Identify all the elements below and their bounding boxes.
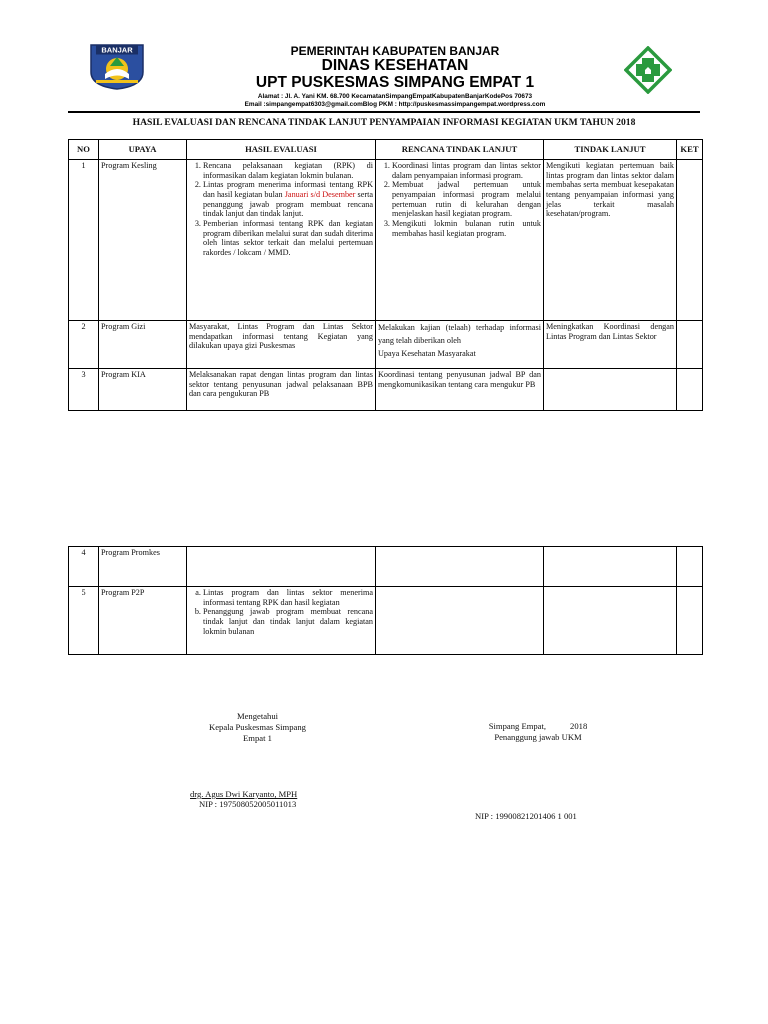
row-ket <box>677 547 703 587</box>
unit-name: UPT PUSKESMAS SIMPANG EMPAT 1 <box>255 74 535 91</box>
list-item: a. Lintas program dan lintas sektor menerima informasi tentang RPK dan hasil kegiatan <box>203 588 373 607</box>
row-hasil-evaluasi <box>187 547 376 587</box>
list-item: 3. Mengikuti lokmin bulanan rutin untuk membahas hasil kegiatan program. <box>392 219 541 238</box>
list-item: 2. Membuat jadwal pertemuan untuk penyampaian informasi program melalui pertemuan rutin di kelurahan dengan menjelaskan hasil kegiatan program. <box>392 180 541 219</box>
row-upaya: Program Gizi <box>99 321 187 369</box>
row-tindak-lanjut: Meningkatkan Koordinasi dengan Lintas Program dan Lintas Sektor <box>544 321 677 369</box>
signatory-nip-left: NIP : 197508052005011013 <box>199 799 297 809</box>
sig-place: Simpang Empat, <box>488 721 547 731</box>
row-number: 2 <box>69 321 99 369</box>
row-hasil-evaluasi <box>187 587 376 655</box>
table-row <box>69 547 703 587</box>
government-name: PEMERINTAH KABUPATEN BANJAR <box>290 44 500 58</box>
row-ket <box>677 321 703 369</box>
sig-year: 2018 <box>570 721 588 731</box>
evaluation-table-continued <box>68 546 703 655</box>
cell-line: Melakukan kajian (telaah) terhadap informasi yang telah diberikan oleh <box>378 323 541 345</box>
document-title: HASIL EVALUASI DAN RENCANA TINDAK LANJUT PENYAMPAIAN INFORMASI KEGIATAN UKM TAHUN 2018 <box>132 117 636 128</box>
row-rencana-tindak-lanjut <box>376 321 544 369</box>
address-line: Alamat : Jl. A. Yani KM. 68.700 KecamatanSimpangEmpatKabupatenBanjarKodePos 70673 <box>257 93 533 100</box>
cell-line: Upaya Kesehatan Masyarakat <box>378 349 476 359</box>
col-header-hasil-evaluasi: HASIL EVALUASI <box>187 140 376 160</box>
signatory-nip-right: NIP : 19900821201406 1 001 <box>475 811 577 821</box>
contact-line: Email :simpangempat6303@gmail.comBlog PKM : http://puskesmassimpangempat.wordpress.com <box>244 101 546 108</box>
row-number: 3 <box>69 369 99 411</box>
list-item: b. Penanggung jawab program membuat rencana tindak lanjut dan tindak lanjut dalam kegiatan lokmin bulanan <box>203 607 373 636</box>
department-name: DINAS KESEHATAN <box>321 57 469 74</box>
row-number: 4 <box>69 547 99 587</box>
highlighted-period: Januari s/d Desember <box>284 190 356 200</box>
row-hasil-evaluasi: Melaksanakan rapat dengan lintas program dan lintas sektor tentang penyusunan jadwal pelaksanaan BPB dan cara pengukuran PB <box>187 369 376 411</box>
sig-line: Empat 1 <box>243 733 272 744</box>
col-header-upaya: UPAYA <box>99 140 187 160</box>
sig-line <box>478 721 598 732</box>
list-item-text: Lintas program menerima informasi tentang RPK dan hasil kegiatan bulan <box>203 180 373 200</box>
row-tindak-lanjut <box>544 547 677 587</box>
sig-line: Mengetahui <box>236 711 279 721</box>
col-header-tindak-lanjut: TINDAK LANJUT <box>544 140 677 160</box>
row-number: 1 <box>69 160 99 321</box>
signature-block-right <box>478 721 598 743</box>
row-number: 5 <box>69 587 99 655</box>
list-item: 1. Koordinasi lintas program dan lintas sektor dalam penyampaian informasi program. <box>392 161 541 180</box>
signature-block-left <box>190 711 325 745</box>
table-row <box>69 369 703 411</box>
table-row <box>69 321 703 369</box>
signatory-name-left: drg. Agus Dwi Karyanto, MPH <box>190 789 298 799</box>
row-tindak-lanjut: Mengikuti kegiatan pertemuan baik lintas program dan lintas sektor dalam membahas serta membuat kesepakatan tentang penyampaian informasi yang jelas terkait masalah kesehatan/program. <box>544 160 677 321</box>
row-upaya: Program Kesling <box>99 160 187 321</box>
row-rencana-tindak-lanjut: Koordinasi tentang penyusunan jadwal BP dan mengkomunikasikan tentang cara mengukur PB <box>376 369 544 411</box>
table-header-row <box>69 140 703 160</box>
row-rencana-tindak-lanjut <box>376 160 544 321</box>
row-tindak-lanjut <box>544 369 677 411</box>
row-tindak-lanjut <box>544 587 677 655</box>
row-upaya: Program KIA <box>99 369 187 411</box>
table-row <box>69 160 703 321</box>
col-header-no: NO <box>69 140 99 160</box>
list-item: 3. Pemberian informasi tentang RPK dan kegiatan program diberikan melalui surat dan sudah diterima oleh lintas sektor terkait dan melalui pertemuan rakordes / lokcam / MMD. <box>203 219 373 258</box>
col-header-rencana-tindak-lanjut: RENCANA TINDAK LANJUT <box>376 140 544 160</box>
banjar-regency-logo <box>88 42 146 90</box>
col-header-ket: KET <box>677 140 703 160</box>
list-item <box>203 180 373 219</box>
row-hasil-evaluasi: Masyarakat, Lintas Program dan Lintas Sektor mendapatkan informasi tentang Kegiatan yang dilakukan upaya gizi Puskesmas <box>187 321 376 369</box>
puskesmas-logo <box>624 46 672 94</box>
evaluation-table <box>68 139 703 411</box>
list-item: 1. Rencana pelaksanaan kegiatan (RPK) di informasikan dalam kegiatan lokmin bulanan. <box>203 161 373 180</box>
table-row <box>69 587 703 655</box>
list-item-text: serta penanggung jawab program membuat rencana tindak lanjut dan tindak lanjut. <box>203 190 374 219</box>
sig-line: Penanggung jawab UKM <box>494 732 582 743</box>
row-ket <box>677 369 703 411</box>
row-hasil-evaluasi <box>187 160 376 321</box>
header-divider <box>68 111 700 113</box>
row-ket <box>677 587 703 655</box>
row-ket <box>677 160 703 321</box>
row-rencana-tindak-lanjut <box>376 547 544 587</box>
logo-lettering: BANJAR <box>101 45 133 55</box>
sig-line: Kepala Puskesmas Simpang <box>209 722 306 733</box>
row-upaya: Program Promkes <box>99 547 187 587</box>
row-upaya: Program P2P <box>99 587 187 655</box>
row-rencana-tindak-lanjut <box>376 587 544 655</box>
